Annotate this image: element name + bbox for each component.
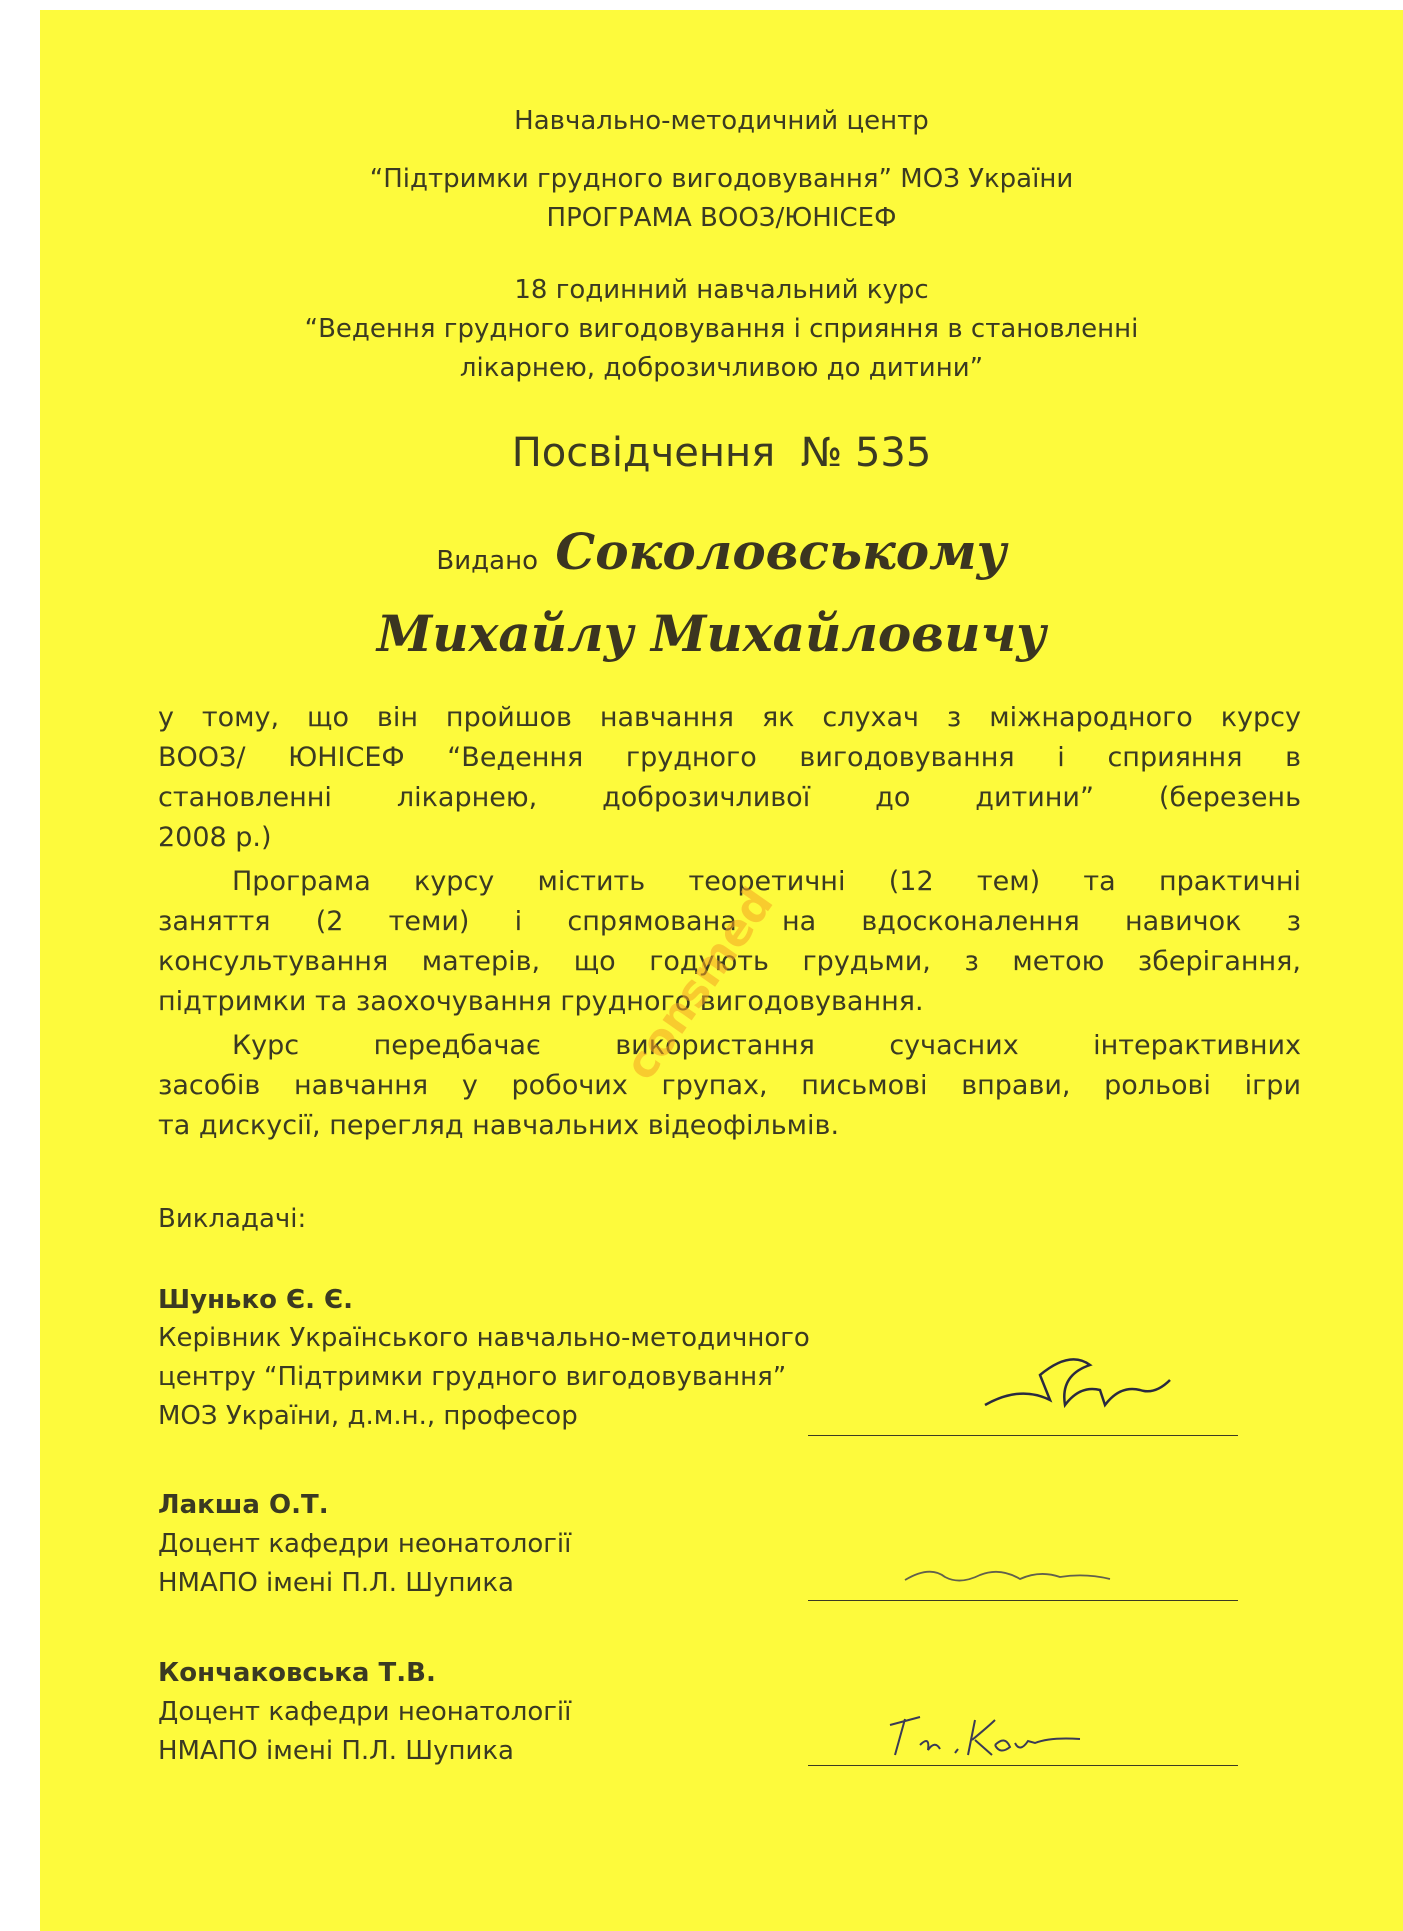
course-line: “Ведення грудного вигодовування і сприяння в становленні xyxy=(304,314,1139,344)
recipient-name: Михайлу Михайловичу xyxy=(376,604,1047,663)
signature-line xyxy=(808,1600,1238,1601)
course-line: лікарнею, доброзичливою до дитини” xyxy=(459,353,984,383)
teacher-name: Шунько Є. Є. xyxy=(158,1285,353,1315)
certificate-title: Посвідчення № 535 xyxy=(511,430,932,476)
header-line: “Підтримки грудного вигодовування” МОЗ України xyxy=(369,164,1074,194)
signature-1 xyxy=(980,1345,1200,1435)
body-line: Курс передбачає використання сучасних інтерактивних xyxy=(232,1030,1301,1061)
teacher-position: Доцент кафедри неонатології xyxy=(158,1697,572,1727)
signature-3 xyxy=(880,1705,1160,1765)
teacher-name: Кончаковська Т.В. xyxy=(158,1658,436,1688)
body-line: становленні лікарнею, доброзичливої до дитини” (березень xyxy=(158,782,1301,813)
body-line: ВООЗ/ ЮНІСЕФ “Ведення грудного вигодовування і сприяння в xyxy=(158,742,1301,773)
recipient-line1 xyxy=(0,522,1403,581)
teacher-position: НМАПО імені П.Л. Шупика xyxy=(158,1736,514,1766)
body-line: та дискусії, перегляд навчальних відеофільмів. xyxy=(158,1110,840,1141)
teacher-position: НМАПО імені П.Л. Шупика xyxy=(158,1568,514,1598)
signature-2 xyxy=(900,1555,1140,1595)
teacher-position: центру “Підтримки грудного вигодовування” xyxy=(158,1362,787,1392)
header-line: ПРОГРАМА ВООЗ/ЮНІСЕФ xyxy=(546,203,897,233)
signature-line xyxy=(808,1435,1238,1436)
teacher-name: Лакша О.Т. xyxy=(158,1490,329,1520)
teacher-position: МОЗ України, д.м.н., професор xyxy=(158,1401,578,1431)
recipient-surname: Соколовському xyxy=(555,522,1007,581)
body-line: у тому, що він пройшов навчання як слухач з міжнародного курсу xyxy=(158,702,1301,733)
issued-label: Видано xyxy=(436,546,538,576)
watermark: consmed xyxy=(615,878,784,1090)
body-line: засобів навчання у робочих групах, письмові вправи, рольові ігри xyxy=(158,1070,1301,1101)
body-line: підтримки та заохочування грудного вигодовування. xyxy=(158,986,924,1017)
teachers-label: Викладачі: xyxy=(158,1204,307,1234)
body-line: Програма курсу містить теоретичні (12 тем) та практичні xyxy=(232,866,1301,897)
teacher-position: Керівник Українського навчально-методичного xyxy=(158,1323,810,1353)
header-line: Навчально-методичний центр xyxy=(514,106,929,136)
signature-line xyxy=(808,1765,1238,1766)
course-line: 18 годинний навчальний курс xyxy=(514,275,929,305)
body-line: 2008 р.) xyxy=(158,822,272,853)
body-line: консультування матерів, що годують грудьми, з метою зберігання, xyxy=(158,946,1301,977)
teacher-position: Доцент кафедри неонатології xyxy=(158,1529,572,1559)
body-line: заняття (2 теми) і спрямована на вдосконалення навичок з xyxy=(158,906,1301,937)
